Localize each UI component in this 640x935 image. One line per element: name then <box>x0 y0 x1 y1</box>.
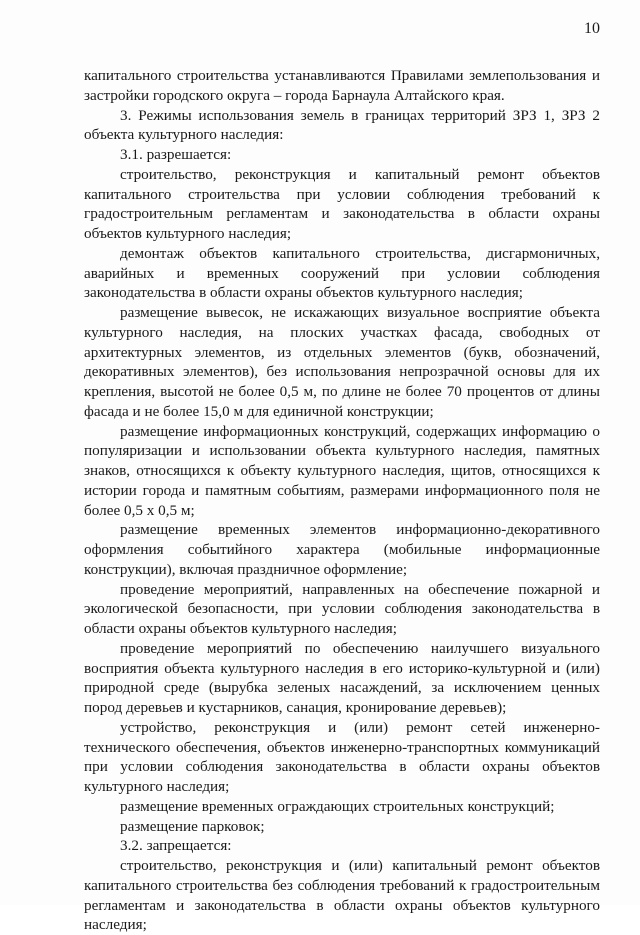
list-item-paragraph: устройство, реконструкция и (или) ремонт сетей инженерно-технического обеспечения, объектов инженерно-транспортных коммуникаций при условии соблюдения законодательства в области охраны объектов культурного наследия; <box>84 718 600 795</box>
page-number: 10 <box>584 20 600 37</box>
list-item-paragraph: проведение мероприятий, направленных на обеспечение пожарной и экологической безопасности, при условии соблюдения законодательства в области охраны объектов культурного наследия; <box>84 580 600 637</box>
list-item-paragraph: строительство, реконструкция и (или) капитальный ремонт объектов капитального строительства без соблюдения требований к градостроительным регламентам и законодательства в области охраны объектов культурного наследия; <box>84 857 600 934</box>
paragraph-continuation: капитального строительства устанавливаются Правилами землепользования и застройки городского округа – города Барнаула Алтайского края. <box>84 67 600 104</box>
list-item-paragraph: размещение информационных конструкций, содержащих информацию о популяризации и использовании объекта культурного наследия, памятных знаков, относящихся к объекту культурного наследия, щитов, относящихся к истории города и памятным событиям, размерами информационного поля не более 0,5 х 0,5 м; <box>84 422 600 519</box>
list-item-paragraph: строительство, реконструкция и капитальный ремонт объектов капитального строительства при условии соблюдения требований к градостроительным регламентам и законодательства в области охраны объектов культурного наследия; <box>84 165 600 242</box>
list-item-paragraph: размещение вывесок, не искажающих визуальное восприятие объекта культурного наследия, на плоских участках фасада, свободных от архитектурных элементов, из отдельных элементов (букв, обозначений, декоративных элементов), без использования непрозрачной основы для их крепления, высотой не более 0,5 м, по длине не более 70 процентов от длины фасада и не более 15,0 м для единичной конструкции; <box>84 304 600 420</box>
list-item-paragraph: размещение временных ограждающих строительных конструкций; <box>120 797 555 815</box>
list-item-paragraph: размещение парковок; <box>120 817 265 835</box>
section-heading-3: 3. Режимы использования земель в границах территорий ЗРЗ 1, ЗРЗ 2 объекта культурного наследия: <box>84 106 600 144</box>
document-body <box>84 66 600 935</box>
list-item-paragraph: демонтаж объектов капитального строительства, дисгармоничных, аварийных и временных сооружений при условии соблюдения законодательства в области охраны объектов культурного наследия; <box>84 244 600 302</box>
list-item-paragraph: проведение мероприятий по обеспечению наилучшего визуального восприятия объекта культурного наследия в его историко-культурной и (или) природной среде (вырубка зеленых насаждений, за исключением ценных пород деревьев и кустарников, санация, кронирование деревьев); <box>84 639 600 716</box>
subsection-heading-3-2: 3.2. запрещается: <box>120 837 232 855</box>
list-item-paragraph: размещение временных элементов информационно-декоративного оформления событийного характера (мобильные информационные конструкции), включая праздничное оформление; <box>84 521 600 578</box>
subsection-heading-3-1: 3.1. разрешается: <box>120 146 232 163</box>
